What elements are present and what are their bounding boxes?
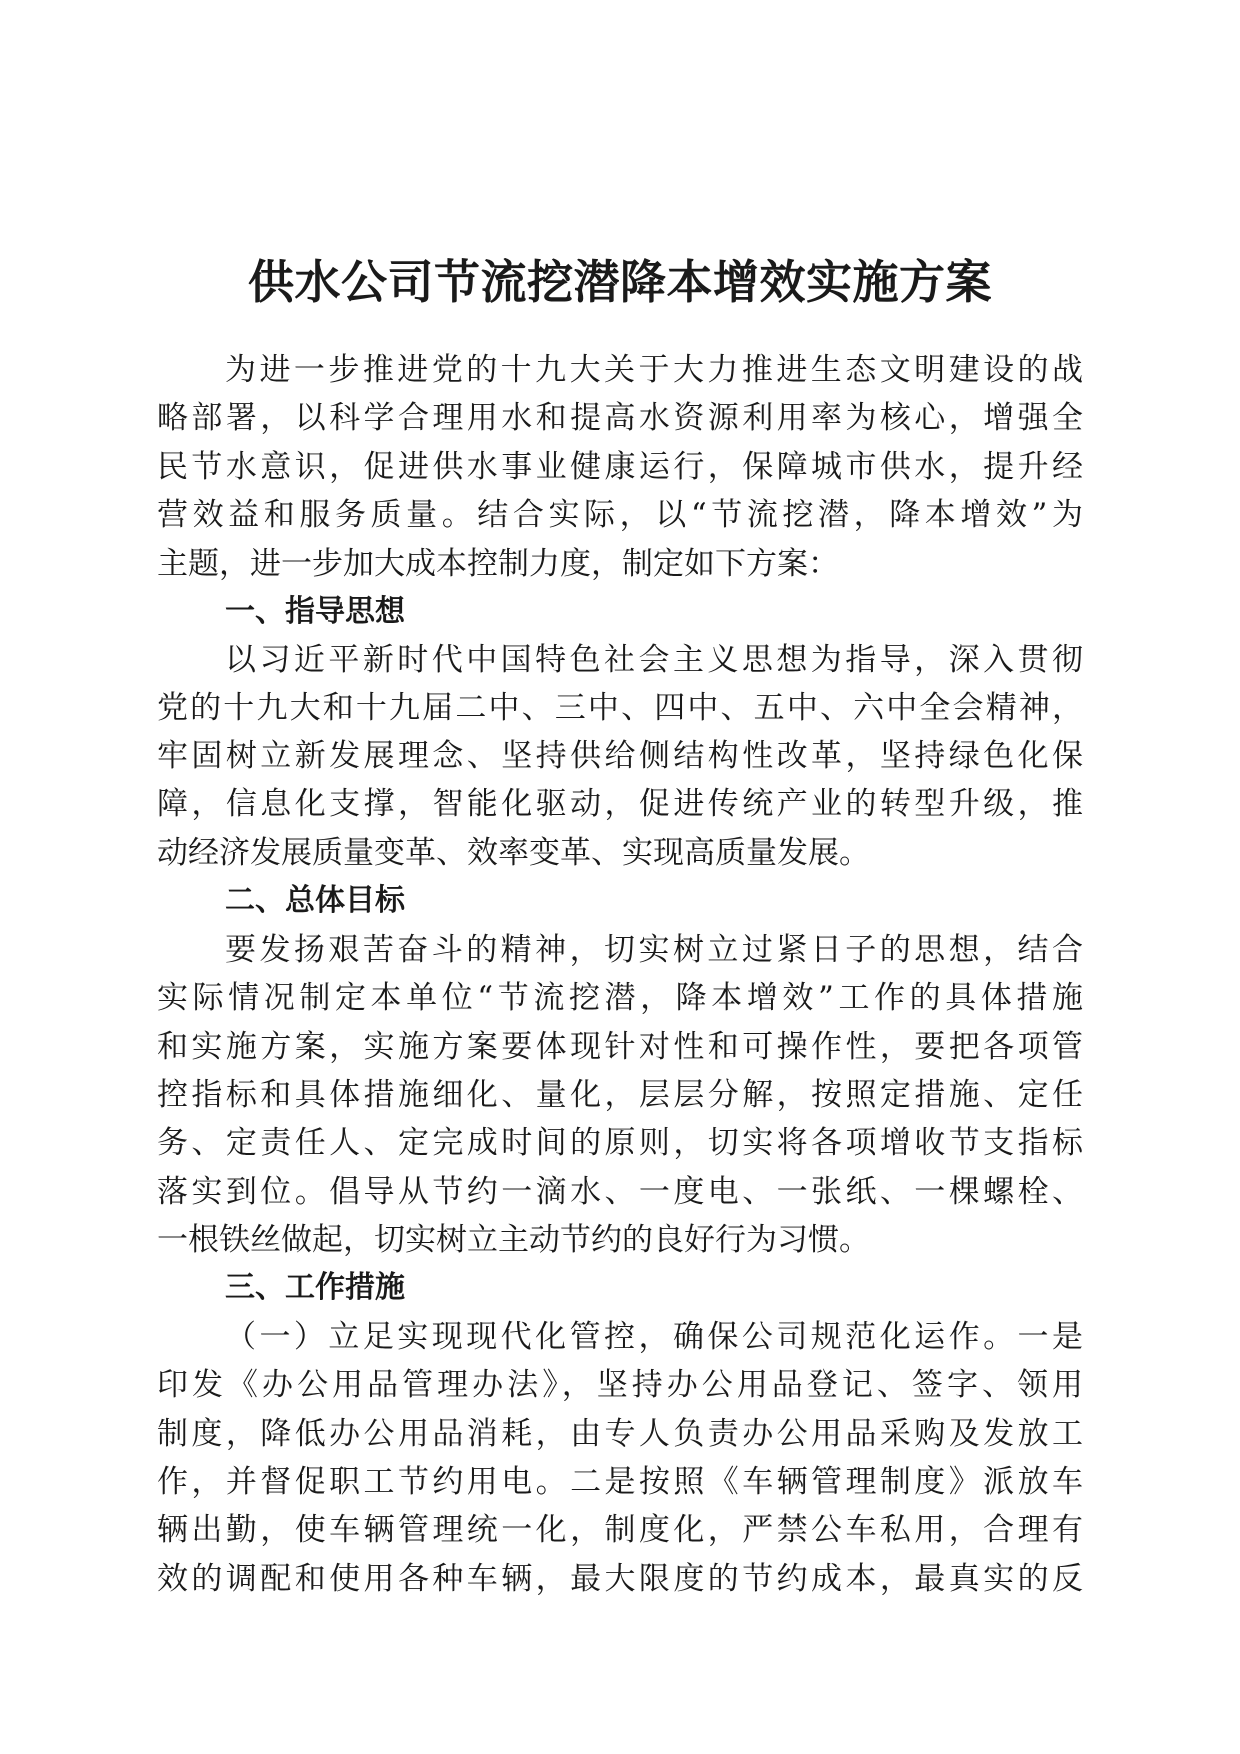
section3-line: 辆出勤，使车辆管理统一化，制度化，严禁公车私用，合理有	[157, 1512, 1083, 1548]
section2-line: 要发扬艰苦奋斗的精神，切实树立过紧日子的思想，结合	[225, 932, 1083, 968]
intro-line: 民节水意识，促进供水事业健康运行，保障城市供水，提升经	[157, 449, 1083, 485]
section2-line: 落实到位。倡导从节约一滴水、一度电、一张纸、一棵螺栓、	[157, 1174, 1083, 1210]
section-heading-overall-goal: 二、总体目标	[225, 883, 405, 918]
section3-line: 效的调配和使用各种车辆，最大限度的节约成本，最真实的反	[157, 1561, 1083, 1597]
section2-line: 务、定责任人、定完成时间的原则，切实将各项增收节支指标	[157, 1125, 1083, 1161]
section1-line: 障，信息化支撑，智能化驱动，促进传统产业的转型升级，推	[157, 786, 1083, 822]
section3-line: 制度，降低办公用品消耗，由专人负责办公用品采购及发放工	[157, 1416, 1083, 1452]
section1-line: 党的十九大和十九届二中、三中、四中、五中、六中全会精神，	[157, 690, 1083, 726]
document-title: 供水公司节流挖潜降本增效实施方案	[248, 255, 992, 309]
section3-line: 作，并督促职工节约用电。二是按照《车辆管理制度》派放车	[157, 1464, 1083, 1500]
section-heading-work-measures: 三、工作措施	[225, 1270, 405, 1305]
section1-line: 动经济发展质量变革、效率变革、实现高质量发展。	[157, 835, 870, 871]
section3-line: 印发《办公用品管理办法》，坚持办公用品登记、签字、领用	[157, 1367, 1083, 1403]
section1-line: 牢固树立新发展理念、坚持供给侧结构性改革，坚持绿色化保	[157, 738, 1083, 774]
section2-line: 控指标和具体措施细化、量化，层层分解，按照定措施、定任	[157, 1077, 1083, 1113]
intro-line: 营效益和服务质量。结合实际，以“节流挖潜，降本增效”为	[157, 497, 1083, 533]
section2-line: 一根铁丝做起，切实树立主动节约的良好行为习惯。	[157, 1222, 870, 1258]
section1-line: 以习近平新时代中国特色社会主义思想为指导，深入贯彻	[225, 642, 1083, 678]
section3-line: （一）立足实现现代化管控，确保公司规范化运作。一是	[225, 1319, 1083, 1355]
intro-line: 主题，进一步加大成本控制力度，制定如下方案：	[157, 546, 839, 582]
intro-line: 为进一步推进党的十九大关于大力推进生态文明建设的战	[225, 352, 1083, 388]
section-heading-guiding-ideology: 一、指导思想	[225, 594, 405, 629]
section2-line: 实际情况制定本单位“节流挖潜，降本增效”工作的具体措施	[157, 980, 1083, 1016]
intro-line: 略部署，以科学合理用水和提高水资源利用率为核心，增强全	[157, 400, 1083, 436]
section2-line: 和实施方案，实施方案要体现针对性和可操作性，要把各项管	[157, 1029, 1083, 1065]
